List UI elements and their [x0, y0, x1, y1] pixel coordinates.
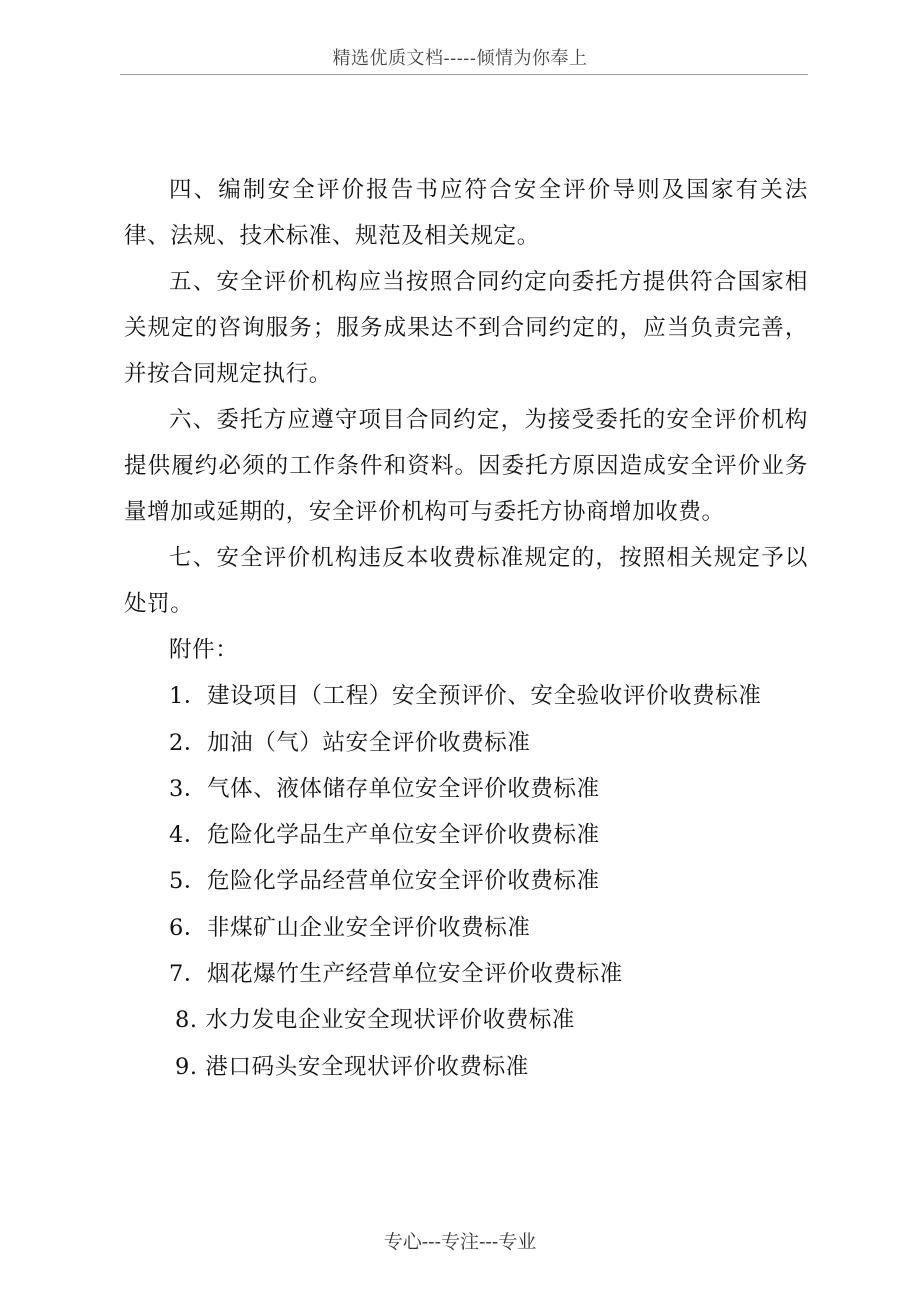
- attachment-item: 2．加油（气）站安全评价收费标准: [169, 729, 531, 756]
- attachment-item: 7．烟花爆竹生产经营单位安全评价收费标准: [169, 961, 623, 988]
- attachment-list: [124, 673, 808, 1090]
- document-body: [124, 167, 808, 1090]
- attachment-item: 8. 水力发电企业安全现状评价收费标准: [175, 1007, 576, 1034]
- paragraph-6: 六、委托方应遵守项目合同约定，为接受委托的安全评价机构提供履约必须的工作条件和资料。因委托方原因造成安全评价业务量增加或延期的，安全评价机构可与委托方协商增加收费。: [124, 407, 808, 525]
- attachment-item: 4．危险化学品生产单位安全评价收费标准: [169, 822, 600, 849]
- attachment-item: 5．危险化学品经营单位安全评价收费标准: [169, 868, 600, 895]
- attachment-item: 1．建设项目（工程）安全预评价、安全验收评价收费标准: [169, 683, 762, 710]
- page-header: 精选优质文档-----倾情为你奉上: [332, 48, 588, 69]
- attachment-item: 3．气体、液体储存单位安全评价收费标准: [169, 775, 600, 802]
- paragraph-5: 五、安全评价机构应当按照合同约定向委托方提供符合国家相关规定的咨询服务；服务成果达不到合同约定的，应当负责完善，并按合同规定执行。: [124, 269, 808, 387]
- paragraph-4: 四、编制安全评价报告书应符合安全评价导则及国家有关法律、法规、技术标准、规范及相关规定。: [124, 177, 808, 249]
- attachment-item: 6．非煤矿山企业安全评价收费标准: [169, 914, 531, 941]
- attachment-item: 9. 港口码头安全现状评价收费标准: [175, 1053, 529, 1080]
- page-footer: 专心---专注---专业: [383, 1231, 537, 1253]
- paragraph-7: 七、安全评价机构违反本收费标准规定的，按照相关规定予以处罚。: [124, 545, 808, 617]
- attachments-label: 附件：: [169, 637, 239, 663]
- header-divider: [120, 74, 808, 75]
